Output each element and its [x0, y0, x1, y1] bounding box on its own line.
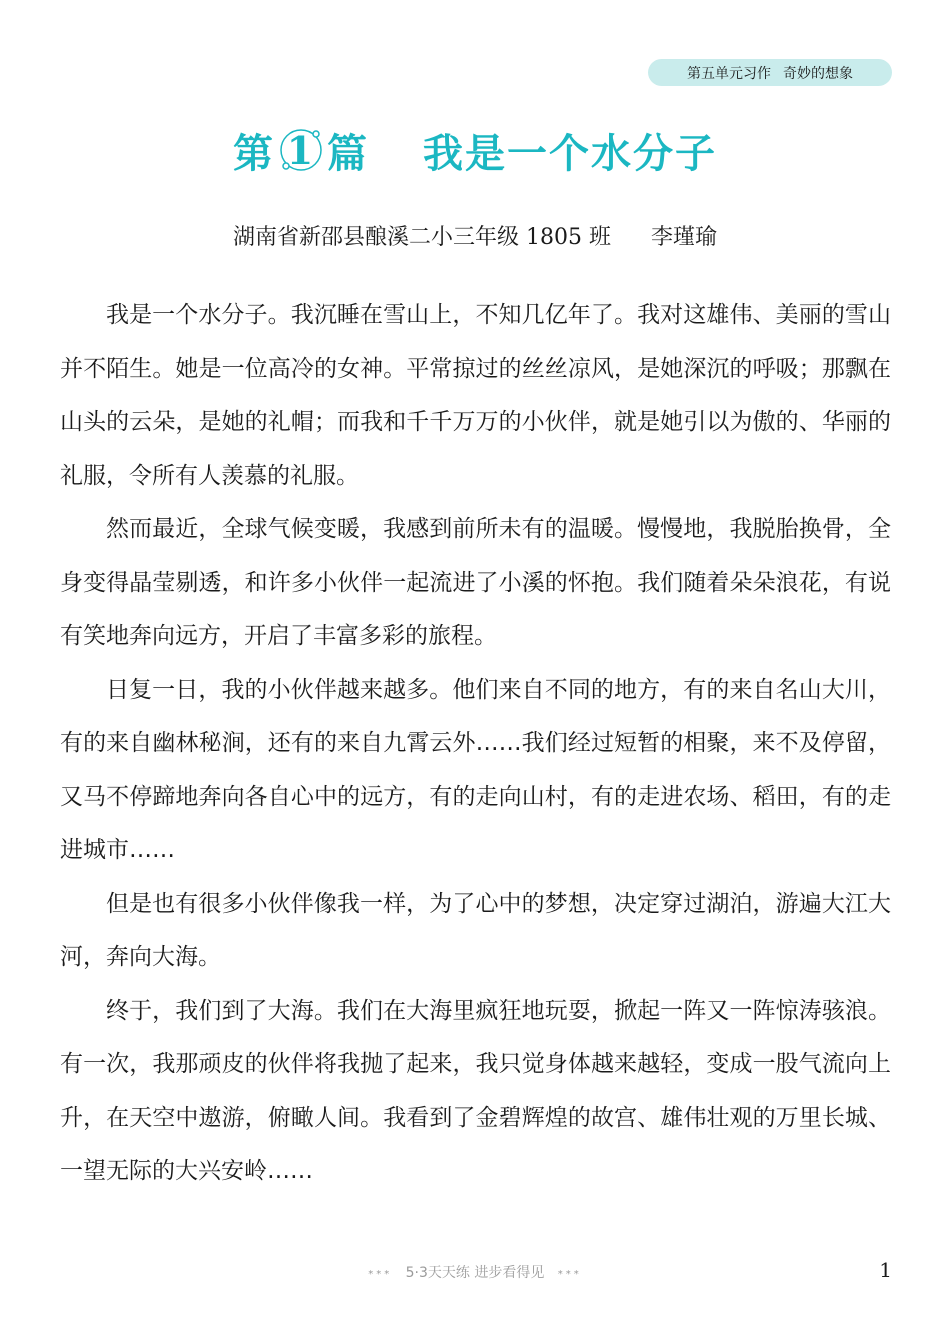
unit-theme: 奇妙的想象 — [783, 65, 853, 82]
paragraph: 我是一个水分子。我沉睡在雪山上，不知几亿年了。我对这雄伟、美丽的雪山并不陌生。她是一位高冷的女神。平常掠过的丝丝凉风，是她深沉的呼吸；那飘在山头的云朵，是她的礼帽；而我和千千万万的小伙伴，就是她引以为傲的、华丽的礼服，令所有人羡慕的礼服。 — [60, 302, 891, 489]
unit-tag — [648, 59, 892, 86]
byline-school: 湖南省新邵县酿溪二小三年级 1805 班 — [233, 225, 611, 250]
page-title — [0, 120, 950, 180]
paragraph: 但是也有很多小伙伴像我一样，为了心中的梦想，决定穿过湖泊，游遍大江大河，奔向大海。 — [60, 890, 891, 970]
footer-stars-right: *** — [557, 1269, 582, 1280]
essay-body — [60, 289, 891, 1199]
footer-stars-left: *** — [368, 1269, 393, 1280]
title-suffix: 篇 — [327, 130, 369, 177]
title-prefix: 第 — [233, 130, 275, 177]
title-number-badge — [277, 126, 325, 174]
paragraph: 日复一日，我的小伙伴越来越多。他们来自不同的地方，有的来自名山大川，有的来自幽林秘涧，还有的来自九霄云外……我们经过短暂的相聚，来不及停留，又马不停蹄地奔向各自心中的远方，有的走向山村，有的走进农场、稻田，有的走进城市…… — [60, 676, 891, 863]
byline — [0, 220, 950, 251]
footer — [0, 1262, 950, 1282]
paragraph: 终于，我们到了大海。我们在大海里疯狂地玩耍，掀起一阵又一阵惊涛骇浪。有一次，我那顽皮的伙伴将我抛了起来，我只觉身体越来越轻，变成一股气流向上升，在天空中遨游，俯瞰人间。我看到了金碧辉煌的故宫、雄伟壮观的万里长城、一望无际的大兴安岭…… — [60, 997, 891, 1184]
title-text: 我是一个水分子 — [423, 130, 717, 177]
page-number: 1 — [879, 1258, 892, 1282]
paragraph: 然而最近，全球气候变暖，我感到前所未有的温暖。慢慢地，我脱胎换骨，全身变得晶莹剔透，和许多小伙伴一起流进了小溪的怀抱。我们随着朵朵浪花，有说有笑地奔向远方，开启了丰富多彩的旅程。 — [60, 516, 891, 649]
footer-slogan: 5·3天天练 进步看得见 — [405, 1265, 545, 1281]
byline-author: 李瑾瑜 — [650, 225, 717, 250]
unit-label: 第五单元习作 — [687, 65, 771, 82]
title-number: 1 — [286, 127, 316, 173]
